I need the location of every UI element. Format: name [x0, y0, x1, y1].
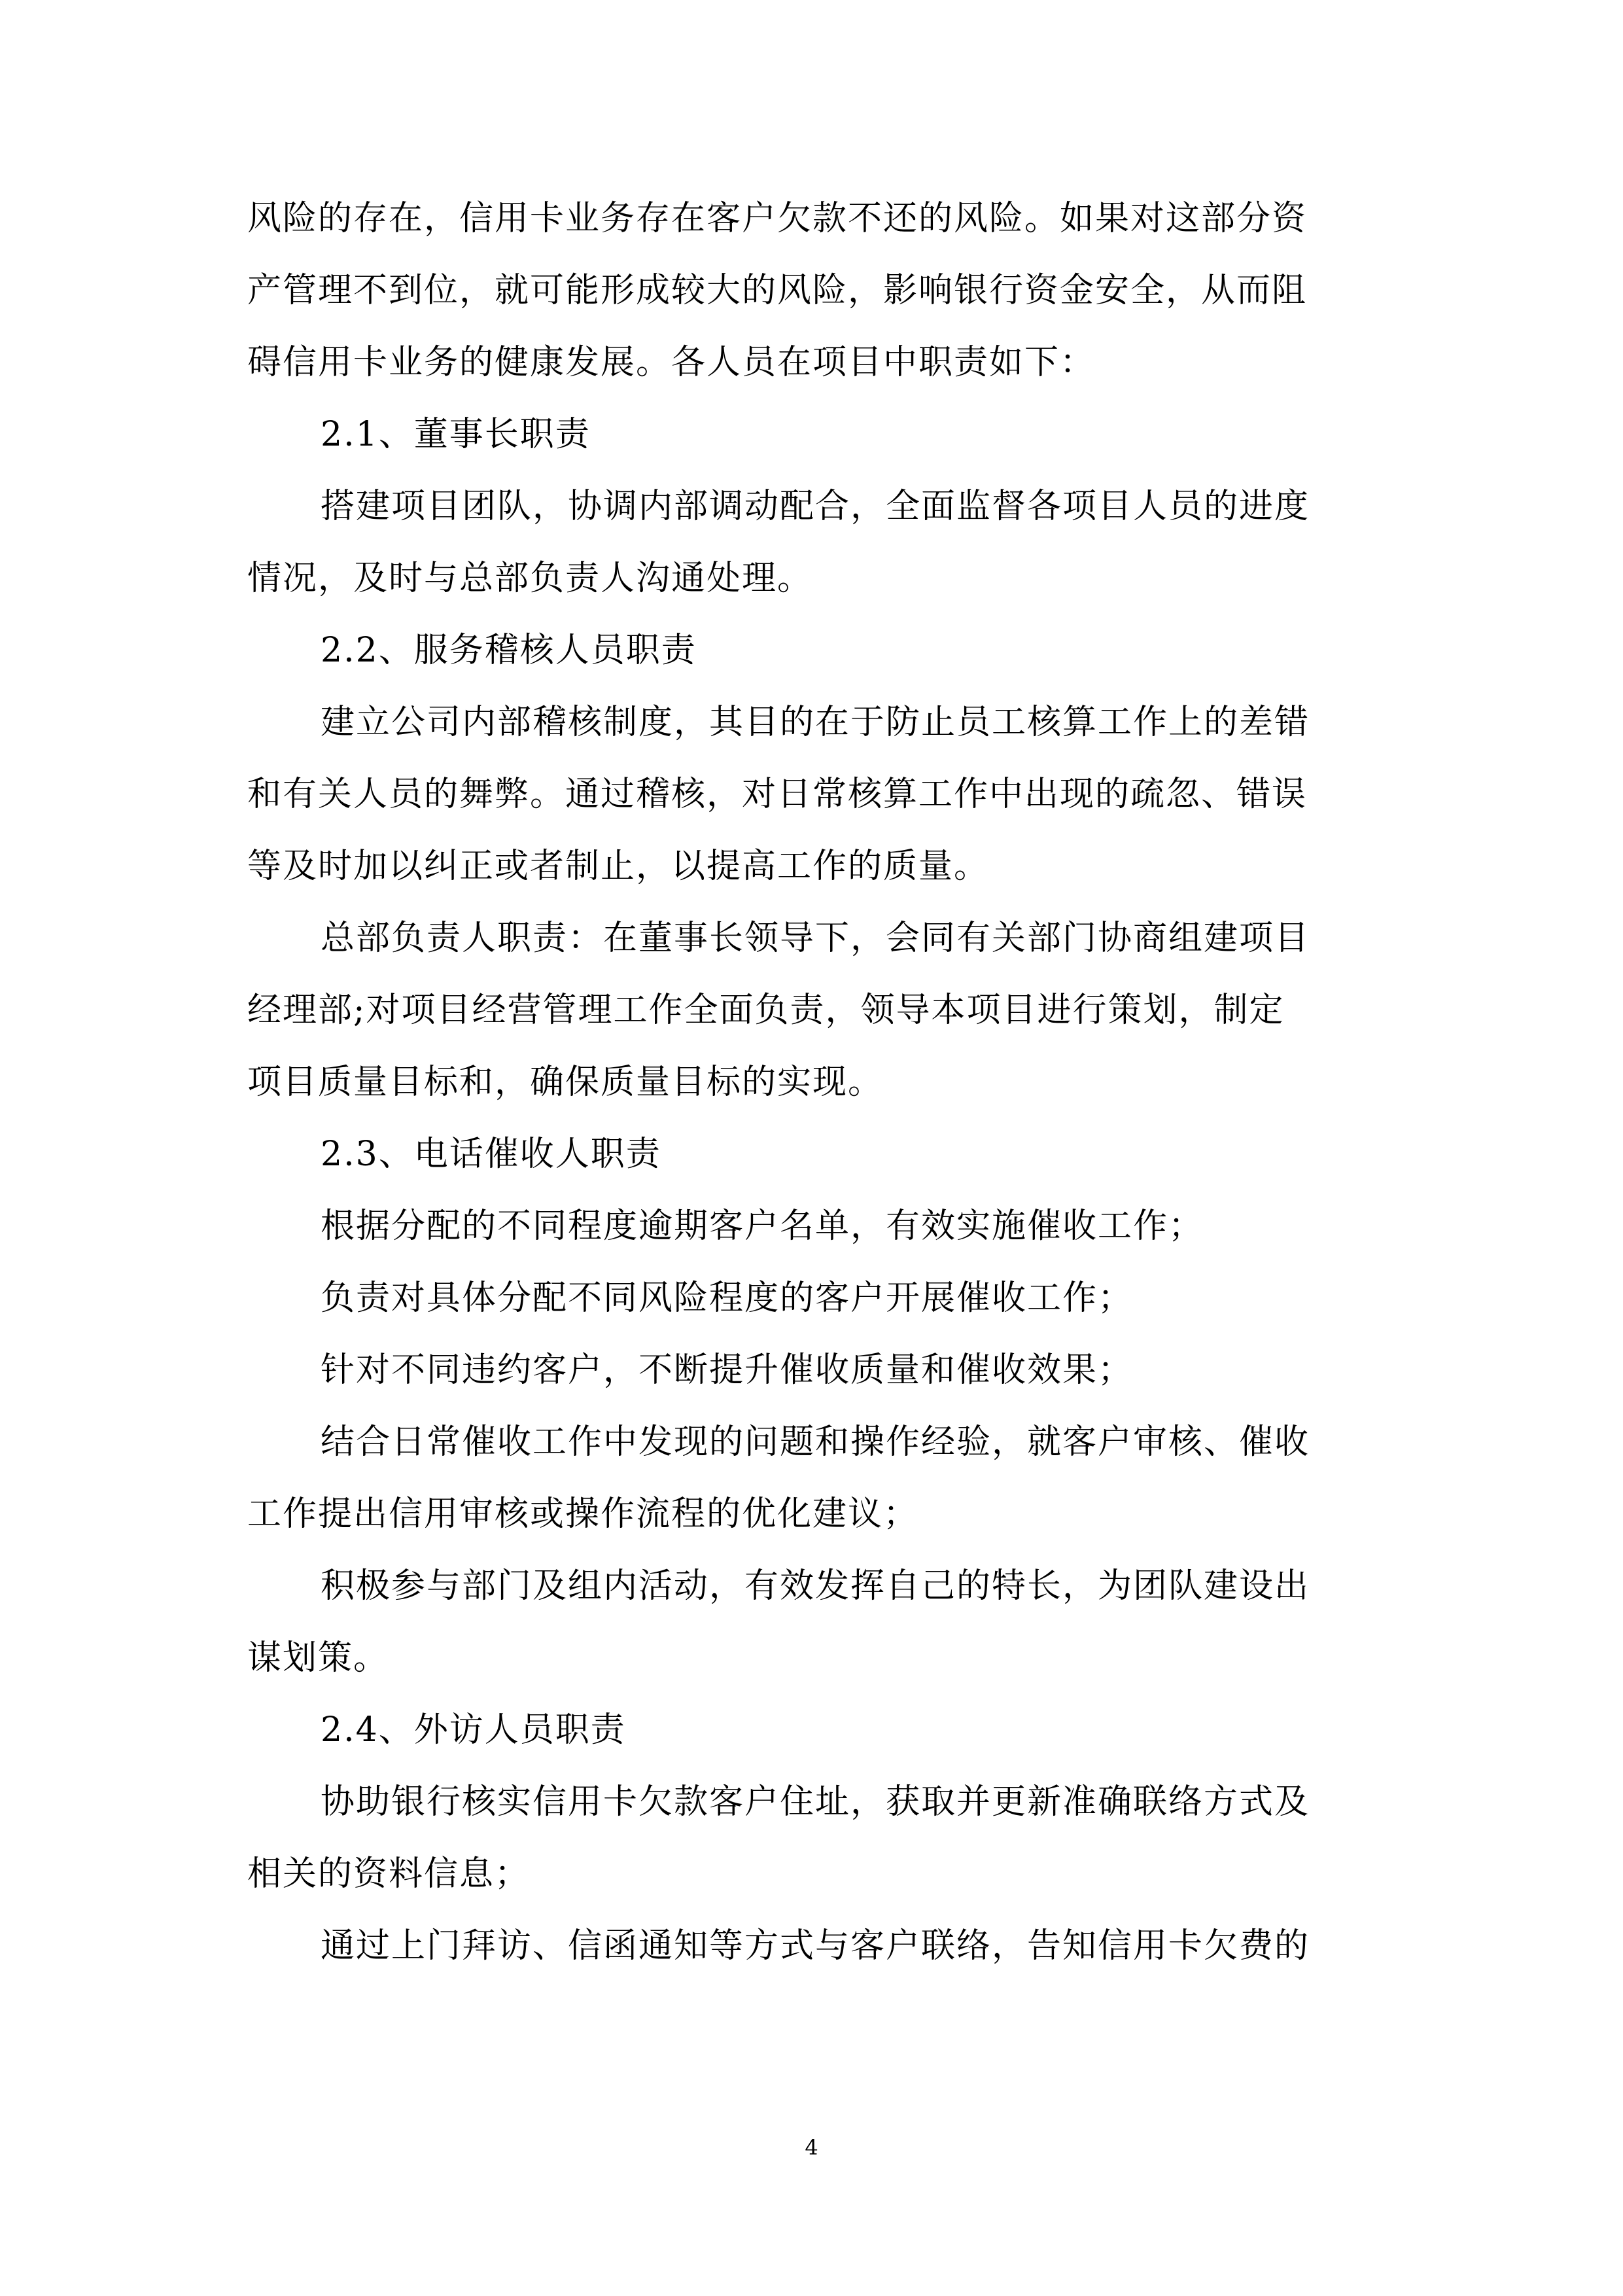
- text-line: 工作提出信用审核或操作流程的优化建议；: [247, 1494, 919, 1534]
- text-line: 碍信用卡业务的健康发展。各人员在项目中职责如下：: [247, 343, 1096, 382]
- text-line: 搭建项目团队，协调内部调动配合，全面监督各项目人员的进度: [321, 487, 1310, 526]
- text-line: 产管理不到位，就可能形成较大的风险，影响银行资金安全，从而阻: [247, 271, 1308, 310]
- page-number: 4: [805, 2135, 818, 2160]
- section-heading-2-4: 2.4、外访人员职责: [321, 1710, 626, 1750]
- section-heading-2-1: 2.1、董事长职责: [321, 415, 591, 454]
- text-line: 针对不同违约客户，不断提升催收质量和催收效果；: [321, 1351, 1134, 1390]
- text-line: 积极参与部门及组内活动，有效发挥自己的特长，为团队建设出: [321, 1566, 1310, 1606]
- section-heading-2-3: 2.3、电话催收人职责: [321, 1135, 661, 1174]
- text-line: 总部负责人职责：在董事长领导下，会同有关部门协商组建项目: [321, 919, 1310, 958]
- text-line: 负责对具体分配不同风险程度的客户开展催收工作；: [321, 1279, 1134, 1318]
- text-line: 和有关人员的舞弊。通过稽核，对日常核算工作中出现的疏忽、错误: [247, 775, 1308, 814]
- text-line: 风险的存在，信用卡业务存在客户欠款不还的风险。如果对这部分资: [247, 199, 1308, 238]
- text-line: 经理部;对项目经营管理工作全面负责，领导本项目进行策划，制定: [247, 991, 1285, 1030]
- text-line: 建立公司内部稽核制度，其目的在于防止员工核算工作上的差错: [321, 703, 1310, 742]
- text-line: 协助银行核实信用卡欠款客户住址，获取并更新准确联络方式及: [321, 1782, 1310, 1822]
- text-line: 谋划策。: [247, 1638, 389, 1678]
- text-line: 通过上门拜访、信函通知等方式与客户联络，告知信用卡欠费的: [321, 1926, 1310, 1966]
- text-line: 结合日常催收工作中发现的问题和操作经验，就客户审核、催收: [321, 1422, 1310, 1462]
- text-line: 项目质量目标和，确保质量目标的实现。: [247, 1063, 884, 1102]
- text-line: 情况，及时与总部负责人沟通处理。: [247, 559, 813, 598]
- text-line: 相关的资料信息；: [247, 1854, 531, 1894]
- text-line: 等及时加以纠正或者制止，以提高工作的质量。: [247, 847, 990, 886]
- text-line: 根据分配的不同程度逾期客户名单，有效实施催收工作；: [321, 1207, 1204, 1246]
- section-heading-2-2: 2.2、服务稽核人员职责: [321, 631, 697, 670]
